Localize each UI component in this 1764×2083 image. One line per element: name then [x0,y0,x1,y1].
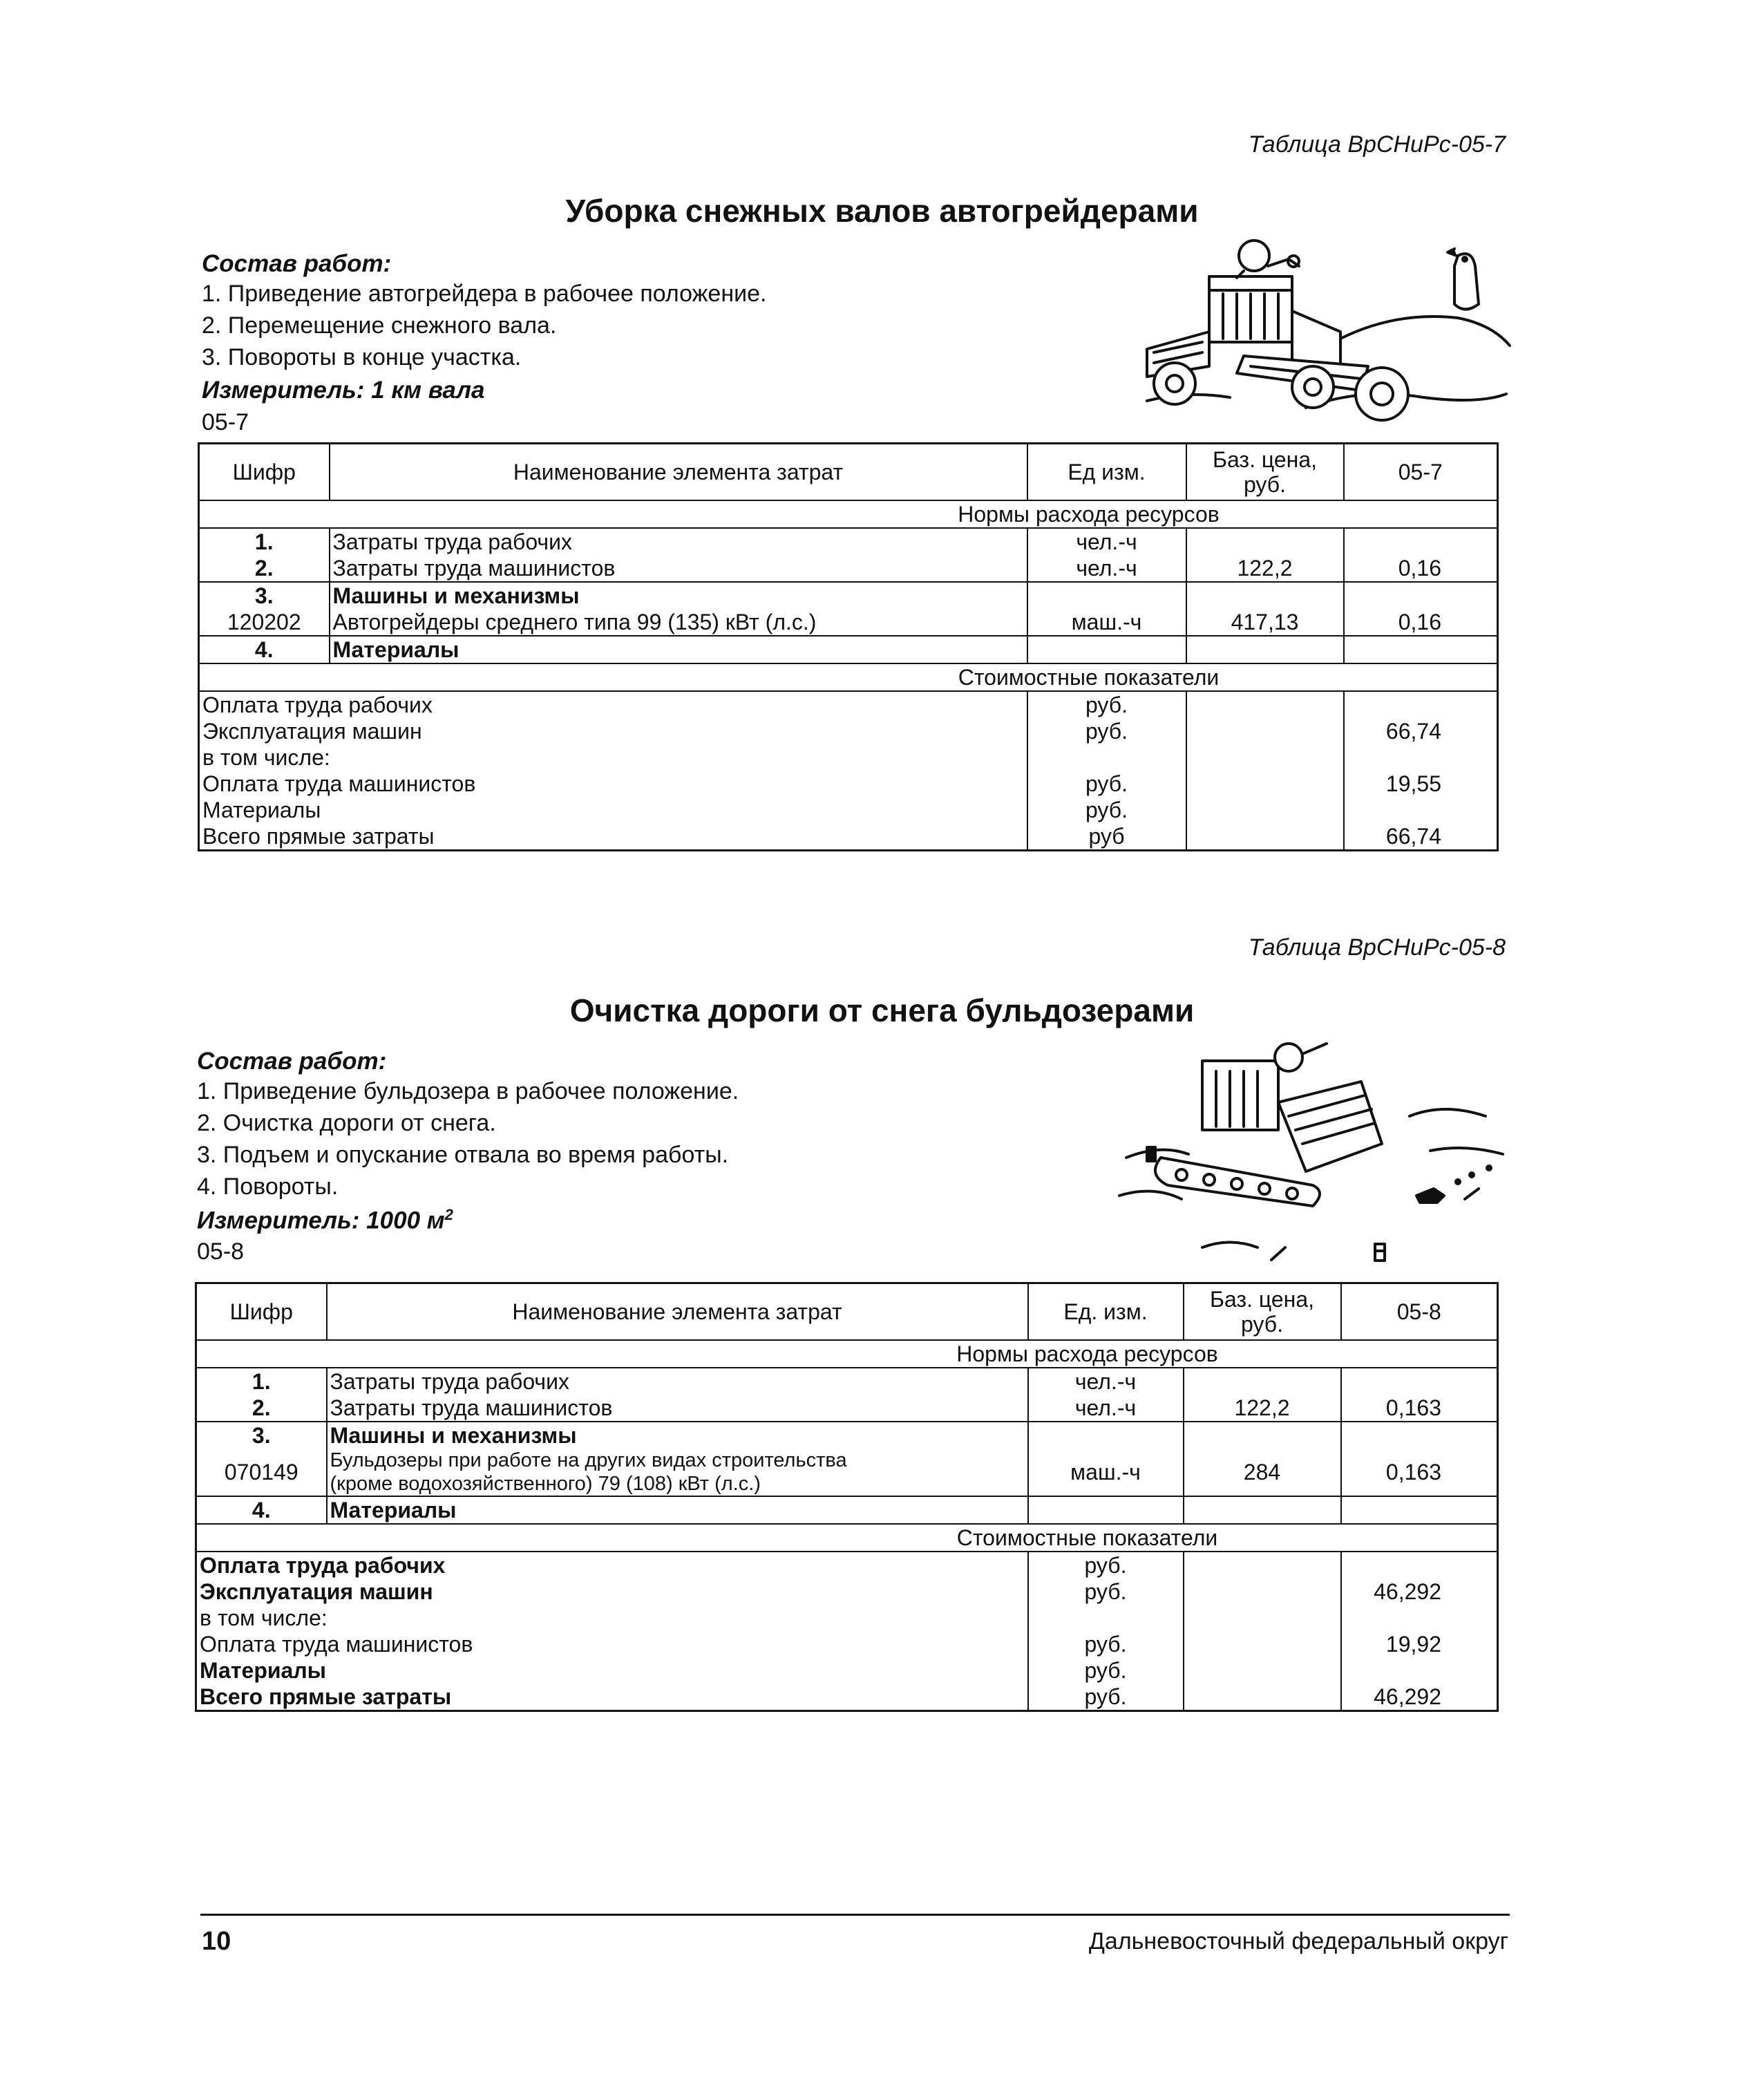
row-price [1184,1422,1341,1449]
bulldozer-illustration [1106,1040,1513,1268]
cost-value [1344,797,1498,823]
table-row: 070149 [196,1449,327,1496]
cost-value [1341,1657,1498,1684]
row-unit: чел.-ч [1028,1395,1184,1422]
row-value [1341,1368,1498,1395]
row-value: 0,163 [1341,1449,1498,1496]
header-code: Шифр [196,1283,327,1341]
row-unit [1028,1496,1184,1524]
row-price [1186,582,1344,609]
cost-unit: руб [1027,823,1186,851]
cost-price-empty [1186,691,1344,851]
header-name: Наименование элемента затрат [327,1283,1028,1341]
cost-table-05-8 [195,1282,1499,1712]
header-unit: Ед. изм. [1028,1283,1184,1341]
row-name: Затраты труда рабочих [327,1368,1028,1395]
cost-name: Оплата труда машинистов [199,771,1027,797]
row-unit: чел.-ч [1027,528,1186,555]
row-name-line1: Бульдозеры при работе на других видах строительства [330,1449,847,1471]
cost-name: Материалы [199,797,1027,823]
cost-unit: руб. [1028,1552,1184,1578]
step-05-8-4: 4. Повороты. [197,1174,339,1200]
cost-value: 19,55 [1344,771,1498,797]
row-name: Материалы [327,1496,1028,1524]
measure-05-7: Измеритель: 1 км вала [202,377,485,404]
step-05-7-1: 1. Приведение автогрейдера в рабочее положение. [202,281,767,307]
header-price: Баз. цена, руб. [1184,1283,1341,1341]
header-name: Наименование элемента затрат [330,444,1027,501]
footer-region: Дальневосточный федеральный округ [1088,1928,1508,1954]
cost-unit: руб. [1027,771,1186,797]
measure-05-8 [197,1206,453,1235]
step-05-8-1: 1. Приведение бульдозера в рабочее положение. [197,1078,739,1104]
row-value [1344,582,1498,609]
cost-unit: руб. [1028,1684,1184,1711]
row-name: Машины и механизмы [330,582,1027,609]
row-name: Автогрейдеры среднего типа 99 (135) кВт (л.с.) [330,609,1027,636]
table-row: 3. [196,1422,327,1449]
table-row: 2. [196,1395,327,1422]
norms-label: Нормы расхода ресурсов [199,500,1498,528]
cost-label: Стоимостные показатели [199,663,1498,691]
composition-heading-05-8: Состав работ: [197,1048,387,1075]
table-label-05-7: Таблица ВрСНиРс-05-7 [1248,131,1506,158]
row-price: 122,2 [1184,1395,1341,1422]
cost-name: Материалы [196,1657,1028,1684]
step-05-7-2: 2. Перемещение снежного вала. [202,312,557,339]
row-price [1184,1496,1341,1524]
row-unit: маш.-ч [1028,1449,1184,1496]
row-unit [1028,1422,1184,1449]
cost-value: 46,292 [1341,1578,1498,1605]
row-price: 284 [1184,1449,1341,1496]
row-name: Затраты труда машинистов [330,555,1027,582]
row-price [1186,528,1344,555]
row-unit: чел.-ч [1028,1368,1184,1395]
table-row: 1. [196,1368,327,1395]
table-row: 3. [199,582,330,609]
cost-unit: руб. [1028,1657,1184,1684]
step-05-7-3: 3. Повороты в конце участка. [202,344,522,370]
cost-table-05-7 [198,442,1499,851]
step-05-8-2: 2. Очистка дороги от снега. [197,1110,496,1136]
row-value: 0,16 [1344,555,1498,582]
cost-value: 46,292 [1341,1684,1498,1711]
cost-label: Стоимостные показатели [196,1524,1498,1552]
measure-05-8-sup: 2 [444,1206,453,1223]
cost-unit: руб. [1028,1578,1184,1605]
row-value: 0,163 [1341,1395,1498,1422]
cost-name: Оплата труда рабочих [196,1552,1028,1578]
norms-label: Нормы расхода ресурсов [196,1340,1498,1368]
cost-unit [1028,1605,1184,1631]
row-name [327,1449,1028,1496]
cost-unit: руб. [1027,691,1186,718]
row-name: Затраты труда рабочих [330,528,1027,555]
table-label-05-8: Таблица ВрСНиРс-05-8 [1248,934,1506,961]
table-row: 2. [199,555,330,582]
row-unit: маш.-ч [1027,609,1186,636]
cost-name: в том числе: [199,744,1027,771]
row-price [1184,1368,1341,1395]
cost-name: Эксплуатация машин [196,1578,1028,1605]
header-value: 05-8 [1341,1283,1498,1341]
row-price: 122,2 [1186,555,1344,582]
row-name: Материалы [330,636,1027,663]
section-title-05-8: Очистка дороги от снега бульдозерами [569,992,1195,1028]
cost-value: 66,74 [1344,823,1498,851]
cost-value: 66,74 [1344,718,1498,744]
code-05-7: 05-7 [202,409,249,435]
row-name: Машины и механизмы [327,1422,1028,1449]
row-name: Затраты труда машинистов [327,1395,1028,1422]
cost-name: Всего прямые затраты [199,823,1027,851]
page-number: 10 [202,1927,231,1956]
grader-illustration [1133,228,1520,435]
cost-value [1344,691,1498,718]
cost-name: Всего прямые затраты [196,1684,1028,1711]
header-value: 05-7 [1344,444,1498,501]
row-value [1341,1496,1498,1524]
cost-unit: руб. [1027,797,1186,823]
table-row: 1. [199,528,330,555]
row-unit [1027,636,1186,663]
cost-name: Оплата труда машинистов [196,1631,1028,1657]
row-price [1186,636,1344,663]
cost-unit: руб. [1028,1631,1184,1657]
row-name-line2: (кроме водохозяйственного) 79 (108) кВт (л.с.) [330,1473,761,1495]
table-row: 4. [199,636,330,663]
code-05-8: 05-8 [197,1238,245,1265]
footer-rule [200,1914,1510,1916]
row-unit [1027,582,1186,609]
cost-value [1344,744,1498,771]
section-title-05-7: Уборка снежных валов автогрейдерами [565,193,1199,229]
row-value [1344,636,1498,663]
cost-price-empty [1184,1552,1341,1711]
row-value [1344,528,1498,555]
cost-unit [1027,744,1186,771]
row-value [1341,1422,1498,1449]
cost-name: в том числе: [196,1605,1028,1631]
row-value: 0,16 [1344,609,1498,636]
cost-unit: руб. [1027,718,1186,744]
cost-name: Оплата труда рабочих [199,691,1027,718]
header-code: Шифр [199,444,330,501]
table-row: 120202 [199,609,330,636]
header-price: Баз. цена, руб. [1186,444,1344,501]
step-05-8-3: 3. Подъем и опускание отвала во время работы. [197,1142,729,1168]
cost-name: Эксплуатация машин [199,718,1027,744]
composition-heading-05-7: Состав работ: [202,250,392,277]
table-row: 4. [196,1496,327,1524]
cost-value [1341,1605,1498,1631]
row-unit: чел.-ч [1027,555,1186,582]
cost-value [1341,1552,1498,1578]
measure-05-8-text: Измеритель: 1000 м [197,1207,445,1234]
row-price: 417,13 [1186,609,1344,636]
cost-value: 19,92 [1341,1631,1498,1657]
header-unit: Ед изм. [1027,444,1186,501]
